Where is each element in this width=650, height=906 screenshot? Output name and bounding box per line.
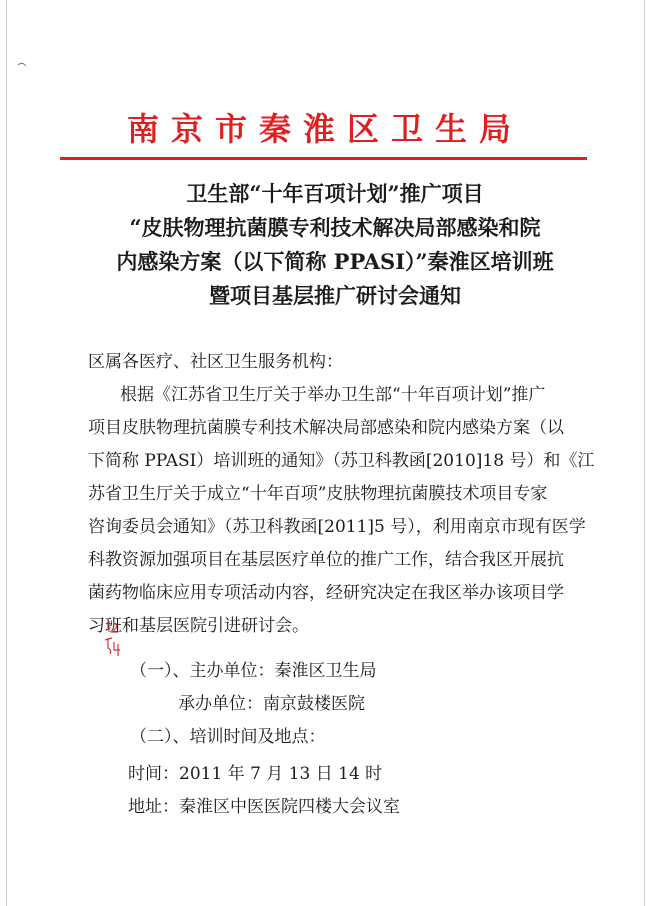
salutation: 区属各医疗、社区卫生服务机构： [88,352,343,372]
notice-title-line-4: 暨项目基层推广研讨会通知 [209,283,461,308]
host-unit: （一）、主办单位：秦淮区卫生局 [130,661,377,681]
organizer-unit: 承办单位：南京鼓楼医院 [178,694,365,714]
paragraph-line: 根据《江苏省卫生厅关于举办卫生部“十年百项计划”推广 [120,385,546,405]
training-time: 时间：2011 年 7 月 13 日 14 时 [128,764,383,784]
letterhead-title: 南京市秦淮区卫生局 [126,110,523,148]
paragraph-line: 菌药物临床应用专项活动内容，经研究决定在我区举办该项目学 [88,583,564,603]
handwritten-annotation-icon [100,620,124,664]
paragraph-line: 下简称 PPASI）培训班的通知》（苏卫科教函[2010]18 号）和《江 [88,451,595,471]
notice-title-line-3: 内感染方案（以下简称 PPASI）”秦淮区培训班 [116,249,554,274]
paragraph-line: 习班和基层医院引进研讨会。 [88,616,309,636]
scan-mark-icon [17,60,27,70]
letterhead-red-rule [60,157,587,160]
paragraph-line: 科教资源加强项目在基层医疗单位的推广工作，结合我区开展抗 [88,550,564,570]
paragraph-line: 咨询委员会通知》（苏卫科教函[2011]5 号），利用南京市现有医学 [88,517,586,537]
training-address: 地址：秦淮区中医医院四楼大会议室 [128,797,400,817]
notice-title-line-1: 卫生部“十年百项计划”推广项目 [186,181,484,206]
section-two-heading: （二）、培训时间及地点： [130,727,326,747]
paragraph-line: 苏省卫生厅关于成立“十年百项”皮肤物理抗菌膜技术项目专家 [88,484,548,504]
paragraph-line: 项目皮肤物理抗菌膜专利技术解决局部感染和院内感染方案（以 [88,418,564,438]
notice-title-line-2: “皮肤物理抗菌膜专利技术解决局部感染和院 [129,215,541,240]
